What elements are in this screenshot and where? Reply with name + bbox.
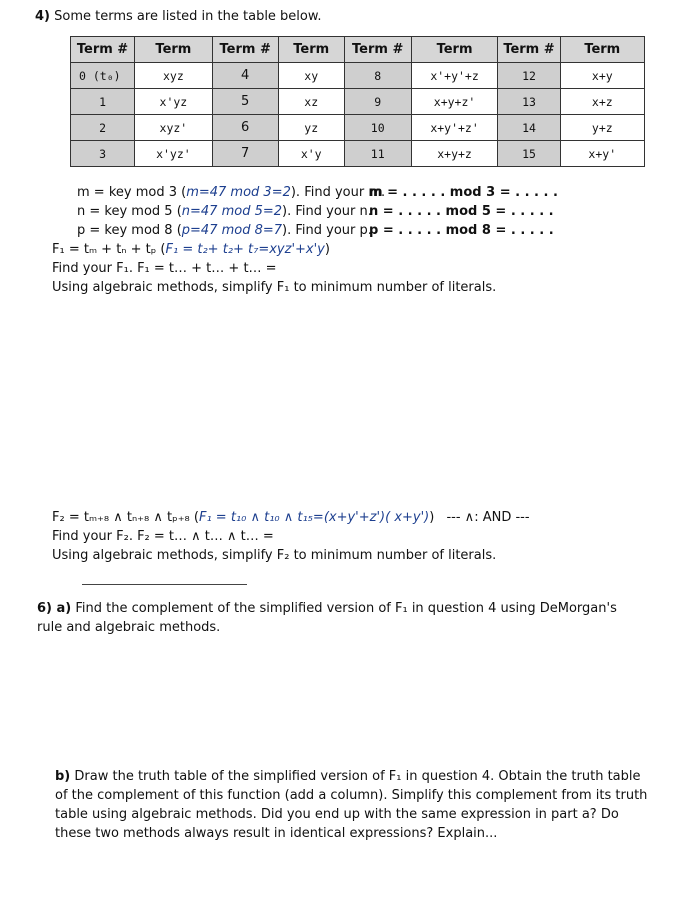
term-number-cell: 11 bbox=[344, 141, 411, 167]
question-intro: Some terms are listed in the table below. bbox=[54, 9, 322, 24]
term-number-cell: 5 bbox=[212, 89, 278, 115]
p-fill-blank: p = . . . . . mod 8 = . . . . . bbox=[369, 223, 554, 238]
question-6a-text: Find the complement of the simplified version of F₁ in question 4 using DeMorgan's rule and algebraic methods. bbox=[37, 601, 617, 635]
term-cell: x+y bbox=[560, 63, 644, 89]
term-cell: x+z bbox=[560, 89, 644, 115]
term-cell: x+y' bbox=[560, 141, 644, 167]
term-cell: xyz bbox=[135, 63, 213, 89]
f1-simplify-instruction: Using algebraic methods, simplify F₁ to minimum number of literals. bbox=[52, 280, 497, 295]
header-term: Term bbox=[135, 37, 213, 63]
term-number-cell: 0 (t₀) bbox=[71, 63, 135, 89]
header-term: Term bbox=[411, 37, 498, 63]
question-number: 4) bbox=[35, 9, 50, 24]
header-term: Term bbox=[278, 37, 344, 63]
question-6b-text: Draw the truth table of the simplified version of F₁ in question 4. Obtain the truth table of the complement of this function (add a column). Simplify this complement from its truth table using algebraic methods. Did you end up with the same expression in part a? Do these two methods always result in identical expressions? Explain... bbox=[55, 769, 648, 841]
n-example: n=47 mod 5=2 bbox=[181, 204, 283, 219]
table-row bbox=[71, 63, 645, 89]
f1-find-line: Find your F₁. F₁ = t… + t… + t… = bbox=[52, 261, 277, 276]
f1-definition bbox=[52, 242, 330, 257]
term-number-cell: 8 bbox=[344, 63, 411, 89]
f2-simplify-instruction: Using algebraic methods, simplify F₂ to minimum number of literals. bbox=[52, 548, 497, 563]
term-cell: x+y+z' bbox=[411, 89, 498, 115]
n-suffix: ). Find your n. bbox=[282, 204, 372, 219]
m-fill-blank: m = . . . . . mod 3 = . . . . . bbox=[369, 185, 558, 200]
term-number-cell: 13 bbox=[498, 89, 560, 115]
p-example: p=47 mod 8=7 bbox=[181, 223, 283, 238]
header-term-number: Term # bbox=[344, 37, 411, 63]
question-4-heading bbox=[35, 9, 321, 24]
table-row bbox=[71, 115, 645, 141]
term-number-cell: 9 bbox=[344, 89, 411, 115]
term-cell: x'+y'+z bbox=[411, 63, 498, 89]
question-6b bbox=[55, 767, 650, 843]
term-number-cell: 1 bbox=[71, 89, 135, 115]
n-definition-line bbox=[77, 204, 372, 219]
f2-find-line: Find your F₂. F₂ = t… ∧ t… ∧ t… = bbox=[52, 529, 274, 544]
terms-table bbox=[70, 36, 645, 167]
m-example: m=47 mod 3=2 bbox=[186, 185, 291, 200]
term-cell: y+z bbox=[560, 115, 644, 141]
table-row bbox=[71, 89, 645, 115]
question-6b-label: b) bbox=[55, 769, 71, 784]
header-term: Term bbox=[560, 37, 644, 63]
term-cell: xyz' bbox=[135, 115, 213, 141]
term-cell: yz bbox=[278, 115, 344, 141]
term-cell: xz bbox=[278, 89, 344, 115]
term-cell: x'y bbox=[278, 141, 344, 167]
term-number-cell: 15 bbox=[498, 141, 560, 167]
term-number-cell: 2 bbox=[71, 115, 135, 141]
and-note: --- ∧: AND --- bbox=[446, 510, 530, 525]
f2-close: ) bbox=[429, 510, 435, 525]
n-prefix: n = key mod 5 ( bbox=[77, 204, 182, 219]
f2-definition bbox=[52, 510, 530, 525]
m-suffix: ). Find your m. bbox=[290, 185, 386, 200]
term-cell: x+y'+z' bbox=[411, 115, 498, 141]
f2-formula: F₂ = tₘ₊₈ ∧ tₙ₊₈ ∧ tₚ₊₈ ( bbox=[52, 510, 199, 525]
term-number-cell: 10 bbox=[344, 115, 411, 141]
n-fill-blank: n = . . . . . mod 5 = . . . . . bbox=[369, 204, 554, 219]
f2-example: F₁ = t₁₀ ∧ t₁₀ ∧ t₁₅=(x+y'+z')( x+y') bbox=[198, 510, 430, 525]
term-number-cell: 4 bbox=[212, 63, 278, 89]
p-prefix: p = key mod 8 ( bbox=[77, 223, 182, 238]
term-cell: x+y+z bbox=[411, 141, 498, 167]
table-header-row bbox=[71, 37, 645, 63]
f1-example: F₁ = t₂+ t₂+ t₇=xyz'+x'y bbox=[165, 242, 325, 257]
table-row bbox=[71, 141, 645, 167]
p-definition-line bbox=[77, 223, 372, 238]
f1-formula: F₁ = tₘ + tₙ + tₚ ( bbox=[52, 242, 166, 257]
header-term-number: Term # bbox=[71, 37, 135, 63]
term-number-cell: 7 bbox=[212, 141, 278, 167]
term-number-cell: 6 bbox=[212, 115, 278, 141]
header-term-number: Term # bbox=[212, 37, 278, 63]
f1-close: ) bbox=[324, 242, 330, 257]
question-6a-label: 6) a) bbox=[37, 601, 72, 616]
m-definition-line bbox=[77, 185, 385, 200]
p-suffix: ). Find your p. bbox=[282, 223, 372, 238]
term-number-cell: 12 bbox=[498, 63, 560, 89]
section-divider bbox=[82, 584, 247, 585]
term-cell: xy bbox=[278, 63, 344, 89]
term-cell: x'yz bbox=[135, 89, 213, 115]
term-cell: x'yz' bbox=[135, 141, 213, 167]
header-term-number: Term # bbox=[498, 37, 560, 63]
term-number-cell: 14 bbox=[498, 115, 560, 141]
m-prefix: m = key mod 3 ( bbox=[77, 185, 187, 200]
question-6a bbox=[37, 599, 637, 637]
term-number-cell: 3 bbox=[71, 141, 135, 167]
